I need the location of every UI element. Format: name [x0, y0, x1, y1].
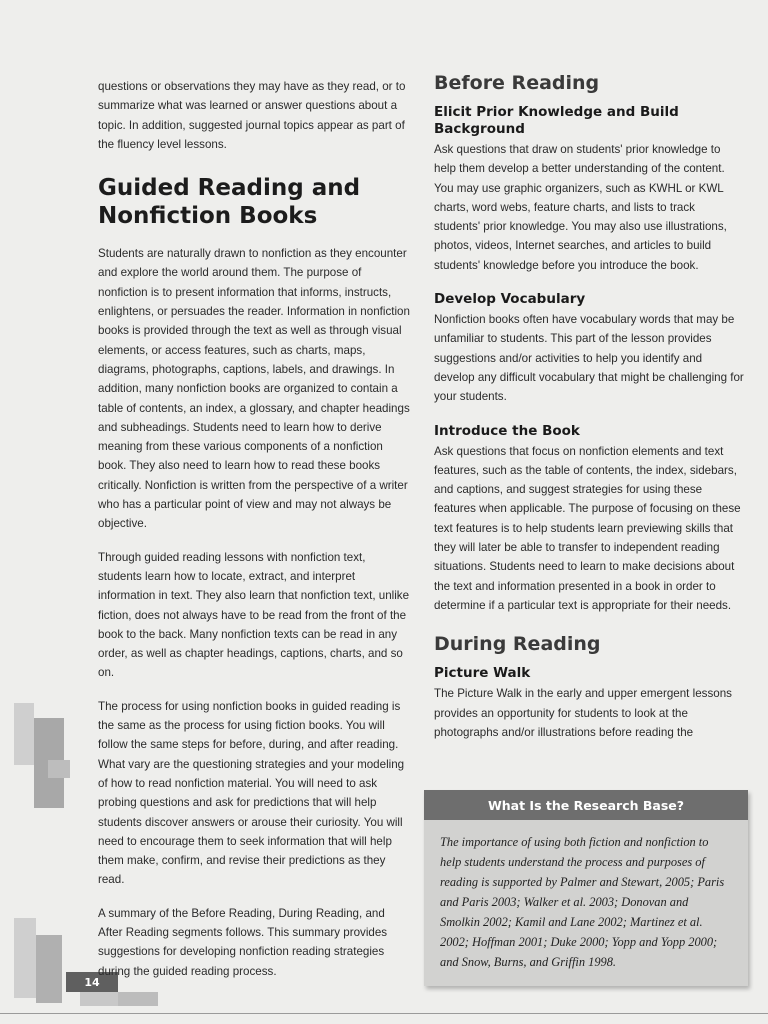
margin-decoration-bar	[48, 760, 70, 778]
picture-walk-block	[434, 665, 744, 742]
section-heading-during-reading: During Reading	[434, 633, 601, 656]
margin-decoration-bar	[14, 703, 34, 765]
research-base-sidebar	[424, 790, 748, 986]
picture-walk-text: The Picture Walk in the early and upper emergent lessons provides an opportunity for students to look at the photographs and/or illustrations before reading the	[434, 687, 732, 739]
continued-paragraph: questions or observations they may have as they read, or to summarize what was learned or answer questions about a topic. In addition, suggested journal topics appear as part of the fluency level lessons.	[98, 80, 406, 151]
vocab-block	[434, 291, 744, 406]
body-paragraph: The process for using nonfiction books in guided reading is the same as the process for using fiction books. You will follow the same steps for before, during, and after reading. What vary are the questioning strategies and your modeling of how to read nonfiction material. You will need to ask probing questions and ask for predictions that will help students discover answers or arouse their curiosity. You will need to encourage them to seek information that will help them make, confirm, and revise their predictions as they read.	[98, 699, 405, 887]
right-column	[434, 70, 744, 758]
introduce-block	[434, 423, 744, 616]
research-box-header	[424, 790, 748, 820]
research-box-text: The importance of using both fiction and nonfiction to help students understand the process and purposes of reading is supported by Palmer and Stewart, 2005; Paris and Paris 2003; Walker et al. 2003; Donovan and Smolkin 2002; Kamil and Lane 2002; Martinez et al. 2002; Hoffman 2001; Duke 2000; Yopp and Yopp 2000; and Snow, Burns, and Griffin 1998.	[440, 835, 725, 969]
section-heading-before-reading: Before Reading	[434, 72, 600, 94]
elicit-block	[434, 104, 744, 275]
introduce-text: Ask questions that focus on nonfiction elements and text features, such as the table of contents, the index, sidebars, and captions, and suggest strategies for using these features when applicable. The purpose of focusing on these text features is to help students learn previewing skills that they will later be able to transfer to independent reading situations. Students need to learn to make decisions about the text and information presented in a book in order to determine if a particular text is appropriate for their needs.	[434, 444, 741, 612]
vocab-text: Nonfiction books often have vocabulary words that may be unfamiliar to students. This part of the lesson provides suggestions and/or activities to help you identify and develop any difficult vocabulary that might be challenging for your students.	[434, 313, 744, 404]
left-column	[98, 77, 410, 981]
page-number: 14	[84, 975, 100, 989]
elicit-text: Ask questions that draw on students' prior knowledge to help them develop a better understanding of the content. You may use graphic organizers, such as KWHL or KWL charts, word webs, feature charts, and lists to track students' prior knowledge. You may also use illustrations, photos, videos, Internet searches, and articles to build students' knowledge before you introduce the book.	[434, 143, 727, 272]
subheading-vocabulary: Develop Vocabulary	[434, 291, 586, 308]
body-paragraph: A summary of the Before Reading, During Reading, and After Reading segments follows. This summary provides suggestions for developing nonfiction reading strategies during the guided reading process.	[98, 906, 388, 978]
subheading-introduce: Introduce the Book	[434, 422, 580, 439]
subheading-elicit: Elicit Prior Knowledge and Build Background	[434, 104, 679, 137]
body-paragraph: Students are naturally drawn to nonfiction as they encounter and explore the world around them. The purpose of nonfiction is to present information that informs, instructs, enlightens, or persuades the reader. Information in nonfiction books is provided through the text as well as through visual elements, or access features, such as charts, maps, diagrams, photographs, captions, labels, and drawings. In addition, many nonfiction books are organized to contain a table of contents, an index, a glossary, and chapter headings and subheadings. Students need to learn how to derive meaning from these various components of a nonfiction book. They also need to learn how to read these books critically. Nonfiction is written from the perspective of a writer who has a particular point of view and may not always be objective.	[98, 247, 410, 531]
body-paragraph: Through guided reading lessons with nonfiction text, students learn how to locate, extract, and interpret information in text. They also learn that nonfiction text, unlike fiction, does not always have to be read from the front of the book to the back. Many nonfiction texts can be read in any order, as well as chapter headings, captions, charts, and so on.	[98, 550, 410, 680]
margin-decoration-bar	[80, 992, 118, 1006]
margin-decoration-bar	[36, 935, 62, 1003]
margin-decoration-bar	[118, 992, 158, 1006]
subheading-picture-walk: Picture Walk	[434, 665, 531, 682]
research-box-title: What Is the Research Base?	[487, 797, 684, 813]
page-title: Guided Reading and Nonfiction Books	[98, 175, 361, 230]
page-bottom-rule	[0, 1013, 768, 1014]
margin-decoration-bar	[14, 918, 36, 998]
